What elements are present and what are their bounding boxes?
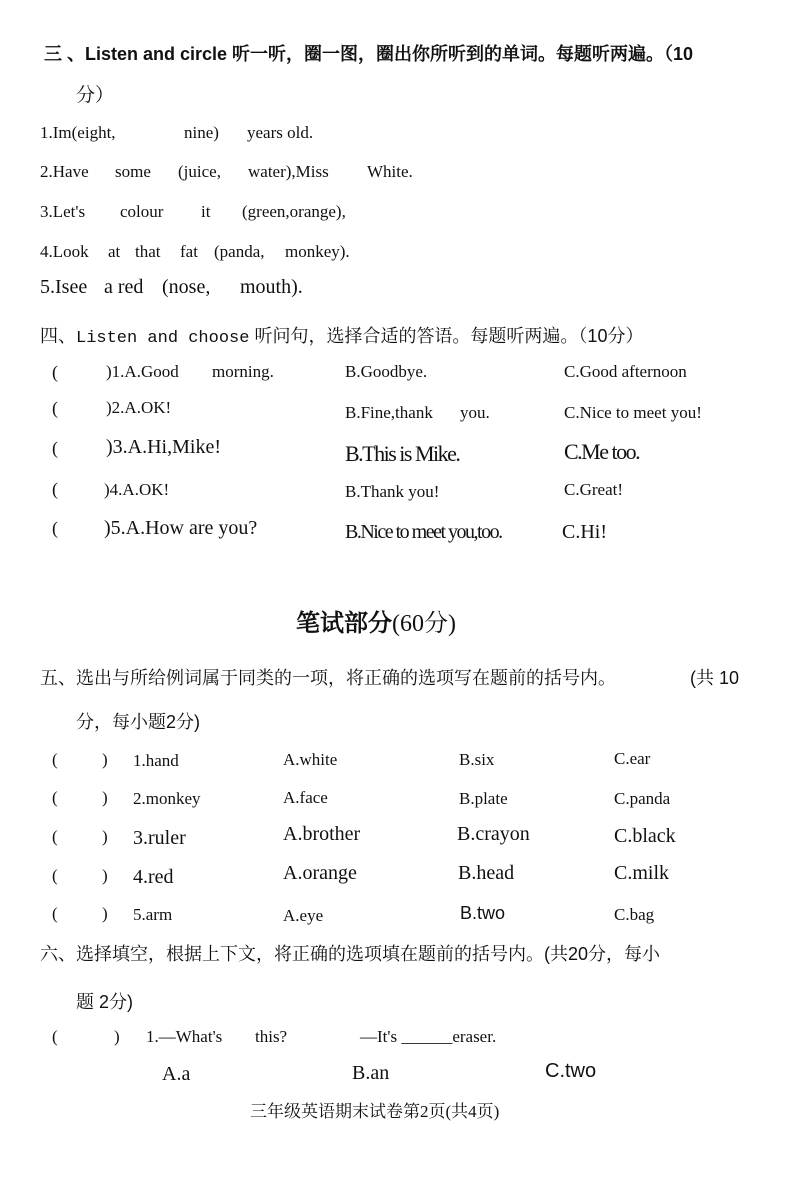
section5-heading-cont: 分，每小题2分)	[76, 712, 201, 732]
section3-heading-cont: 分）	[76, 85, 115, 106]
written-section-title: 笔试部分(60分)	[296, 610, 456, 637]
page-footer: 三年级英语期末试卷第2页(共4页)	[250, 1102, 500, 1121]
section6-heading: 六、选择填空，根据上下文，将正确的选项填在题前的括号内。(共20分，每小	[40, 944, 661, 964]
section5-heading: 五、选出与所给例词属于同类的一项，将正确的选项写在题前的括号内。	[40, 668, 616, 688]
section3-heading: 三 、Listen and circle 听一听，圈一图，圈出你所听到的单词。每题听两遍。（10	[44, 44, 694, 64]
section5-heading-score: (共 10	[690, 668, 740, 688]
section6-heading-cont: 题 2分)	[76, 992, 134, 1012]
section4-heading: 四、Listen and choose 听问句，选择合适的答语。每题听两遍。（10分）	[40, 326, 644, 348]
